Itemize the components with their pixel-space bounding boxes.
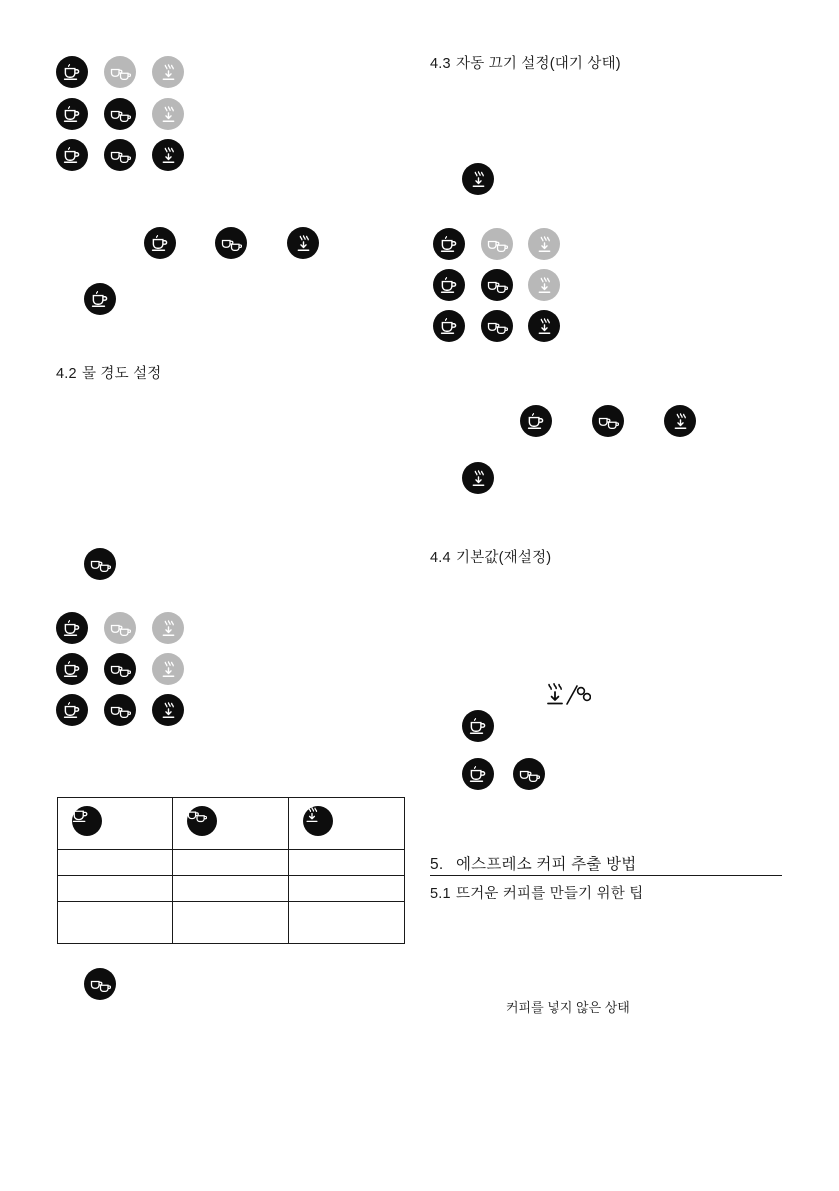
double-cup-icon: [104, 694, 136, 726]
heading-5-label: 에스프레소 커피 추출 방법: [456, 856, 637, 873]
double-cup-icon: [104, 653, 136, 685]
steam-hot-water-icon: [545, 682, 591, 708]
table-cell: [58, 850, 173, 876]
single-cup-icon: [56, 694, 88, 726]
heading-4-2-number: 4.2: [56, 366, 77, 382]
steam-descale-icon: [152, 694, 184, 726]
double-cup-icon: [104, 612, 136, 644]
heading-4-3: [430, 52, 621, 73]
single-cup-icon: [433, 269, 465, 301]
heading-5-underline: [430, 875, 782, 876]
single-cup-icon: [56, 139, 88, 171]
single-cup-icon: [144, 227, 176, 259]
single-cup-icon: [56, 653, 88, 685]
double-cup-icon: [187, 806, 217, 836]
table-row: [58, 876, 405, 902]
steam-descale-icon: [664, 405, 696, 437]
steam-descale-icon: [152, 98, 184, 130]
single-cup-icon: [462, 710, 494, 742]
right-column: [430, 0, 790, 1191]
steam-descale-icon: [462, 163, 494, 195]
heading-5: [430, 852, 636, 874]
table-cell: [289, 902, 405, 944]
double-cup-icon: [104, 56, 136, 88]
heading-4-3-number: 4.3: [430, 56, 451, 72]
single-cup-icon: [462, 758, 494, 790]
steam-descale-icon: [152, 612, 184, 644]
table-row: [58, 850, 405, 876]
heading-5-number: 5.: [430, 856, 444, 873]
table-cell: [289, 850, 405, 876]
steam-descale-icon: [152, 139, 184, 171]
steam-descale-icon: [152, 56, 184, 88]
steam-descale-icon: [528, 228, 560, 260]
table-cell: [58, 798, 173, 850]
steam-descale-icon: [528, 310, 560, 342]
single-cup-icon: [56, 98, 88, 130]
heading-4-2-label: 물 경도 설정: [82, 366, 162, 382]
table-cell: [173, 876, 289, 902]
double-cup-icon: [513, 758, 545, 790]
heading-5-1-number: 5.1: [430, 886, 451, 902]
double-cup-icon: [481, 228, 513, 260]
double-cup-icon: [592, 405, 624, 437]
double-cup-icon: [104, 139, 136, 171]
table-cell: [289, 876, 405, 902]
table-cell: [289, 798, 405, 850]
heading-5-1: [430, 882, 643, 903]
table-row: [58, 902, 405, 944]
table-cell: [173, 850, 289, 876]
table-cell: [173, 798, 289, 850]
steam-descale-icon: [303, 806, 333, 836]
heading-4-4: [430, 546, 551, 567]
single-cup-icon: [84, 283, 116, 315]
heading-4-4-number: 4.4: [430, 550, 451, 566]
double-cup-icon: [84, 548, 116, 580]
single-cup-icon: [56, 612, 88, 644]
steam-descale-icon: [152, 653, 184, 685]
heading-4-3-label: 자동 끄기 설정(대기 상태): [456, 56, 621, 72]
table-cell: [58, 876, 173, 902]
single-cup-icon: [433, 310, 465, 342]
table-cell: [173, 902, 289, 944]
single-cup-icon: [433, 228, 465, 260]
steam-descale-icon: [528, 269, 560, 301]
heading-4-2: [56, 362, 162, 383]
steam-descale-icon: [287, 227, 319, 259]
heading-4-4-label: 기본값(재설정): [456, 550, 552, 566]
table-row: [58, 798, 405, 850]
steam-descale-icon: [462, 462, 494, 494]
double-cup-icon: [481, 269, 513, 301]
single-cup-icon: [72, 806, 102, 836]
left-column: [56, 0, 406, 1191]
note-no-coffee: 커피를 넣지 않은 상태: [506, 1000, 630, 1015]
double-cup-icon: [84, 968, 116, 1000]
double-cup-icon: [481, 310, 513, 342]
double-cup-icon: [215, 227, 247, 259]
single-cup-icon: [520, 405, 552, 437]
double-cup-icon: [104, 98, 136, 130]
table-cell: [58, 902, 173, 944]
heading-5-1-label: 뜨거운 커피를 만들기 위한 팁: [456, 886, 644, 902]
settings-table: [57, 797, 405, 944]
single-cup-icon: [56, 56, 88, 88]
